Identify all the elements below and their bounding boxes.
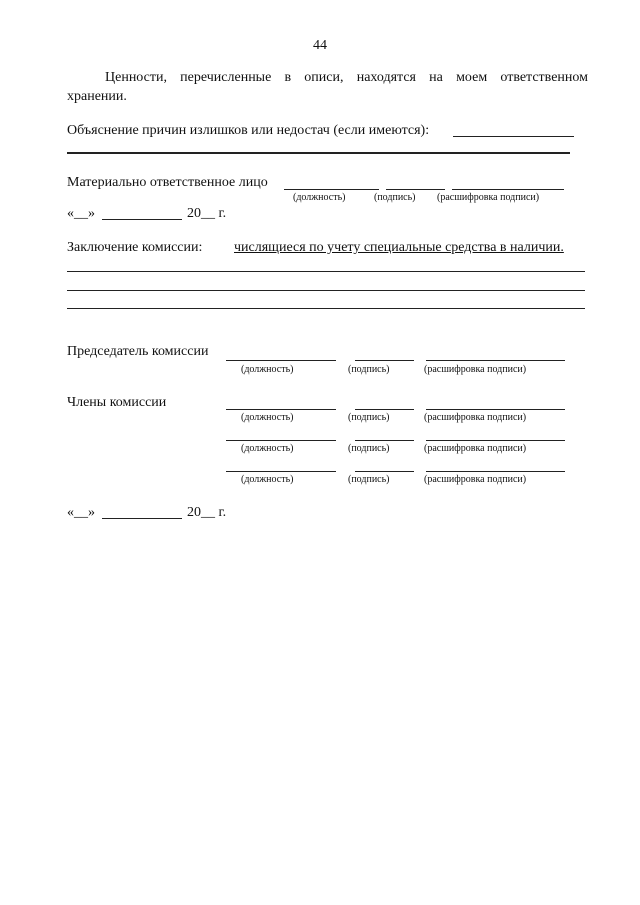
date-2-year: 20__ г. xyxy=(187,505,227,520)
chairman-caption-position: (должность) xyxy=(241,364,294,375)
date-1-day: «__» xyxy=(67,206,95,221)
responsible-caption-signature: (подпись) xyxy=(374,192,416,203)
explanation-field-line-1[interactable] xyxy=(453,136,574,137)
conclusion-line-3[interactable] xyxy=(67,308,585,309)
explanation-label: Объяснение причин излишков или недостач (если имеются): xyxy=(67,123,430,138)
member-2-caption-signature: (подпись) xyxy=(348,443,390,454)
chairman-position-field[interactable] xyxy=(226,360,336,361)
responsible-position-field[interactable] xyxy=(284,189,379,190)
chairman-decoding-field[interactable] xyxy=(426,360,565,361)
member-1-signature-field[interactable] xyxy=(355,409,414,410)
member-3-decoding-field[interactable] xyxy=(426,471,565,472)
date-1-year: 20__ г. xyxy=(187,206,227,221)
chairman-signature-field[interactable] xyxy=(355,360,414,361)
responsible-caption-position: (должность) xyxy=(293,192,346,203)
member-2-caption-decoding: (расшифровка подписи) xyxy=(424,443,527,454)
chairman-label: Председатель комиссии xyxy=(67,344,209,359)
member-1-caption-position: (должность) xyxy=(241,412,294,423)
date-2-day: «__» xyxy=(67,505,95,520)
member-3-signature-field[interactable] xyxy=(355,471,414,472)
date-1-month-field[interactable] xyxy=(102,219,182,220)
responsible-signature-field[interactable] xyxy=(386,189,445,190)
member-1-caption-signature: (подпись) xyxy=(348,412,390,423)
responsible-decoding-field[interactable] xyxy=(452,189,564,190)
member-1-caption-decoding: (расшифровка подписи) xyxy=(424,412,527,423)
responsible-label: Материально ответственное лицо xyxy=(67,175,268,190)
member-3-caption-decoding: (расшифровка подписи) xyxy=(424,474,527,485)
date-2-month-field[interactable] xyxy=(102,518,182,519)
member-3-caption-signature: (подпись) xyxy=(348,474,390,485)
members-label: Члены комиссии xyxy=(67,395,167,410)
member-1-position-field[interactable] xyxy=(226,409,336,410)
conclusion-text: числящиеся по учету специальные средства в наличии. xyxy=(234,240,564,255)
chairman-caption-signature: (подпись) xyxy=(348,364,390,375)
conclusion-label: Заключение комиссии: xyxy=(67,240,203,255)
member-2-position-field[interactable] xyxy=(226,440,336,441)
member-2-caption-position: (должность) xyxy=(241,443,294,454)
explanation-field-line-2[interactable] xyxy=(67,152,570,154)
conclusion-line-2[interactable] xyxy=(67,290,585,291)
member-3-caption-position: (должность) xyxy=(241,474,294,485)
member-2-decoding-field[interactable] xyxy=(426,440,565,441)
member-3-position-field[interactable] xyxy=(226,471,336,472)
chairman-caption-decoding: (расшифровка подписи) xyxy=(424,364,527,375)
member-1-decoding-field[interactable] xyxy=(426,409,565,410)
conclusion-line-1[interactable] xyxy=(67,271,585,272)
page-number: 44 xyxy=(313,38,327,53)
intro-line-1: Ценности, перечисленные в описи, находятся на моем ответственном xyxy=(105,70,588,85)
member-2-signature-field[interactable] xyxy=(355,440,414,441)
responsible-caption-decoding: (расшифровка подписи) xyxy=(437,192,540,203)
intro-line-2: хранении. xyxy=(67,89,127,104)
